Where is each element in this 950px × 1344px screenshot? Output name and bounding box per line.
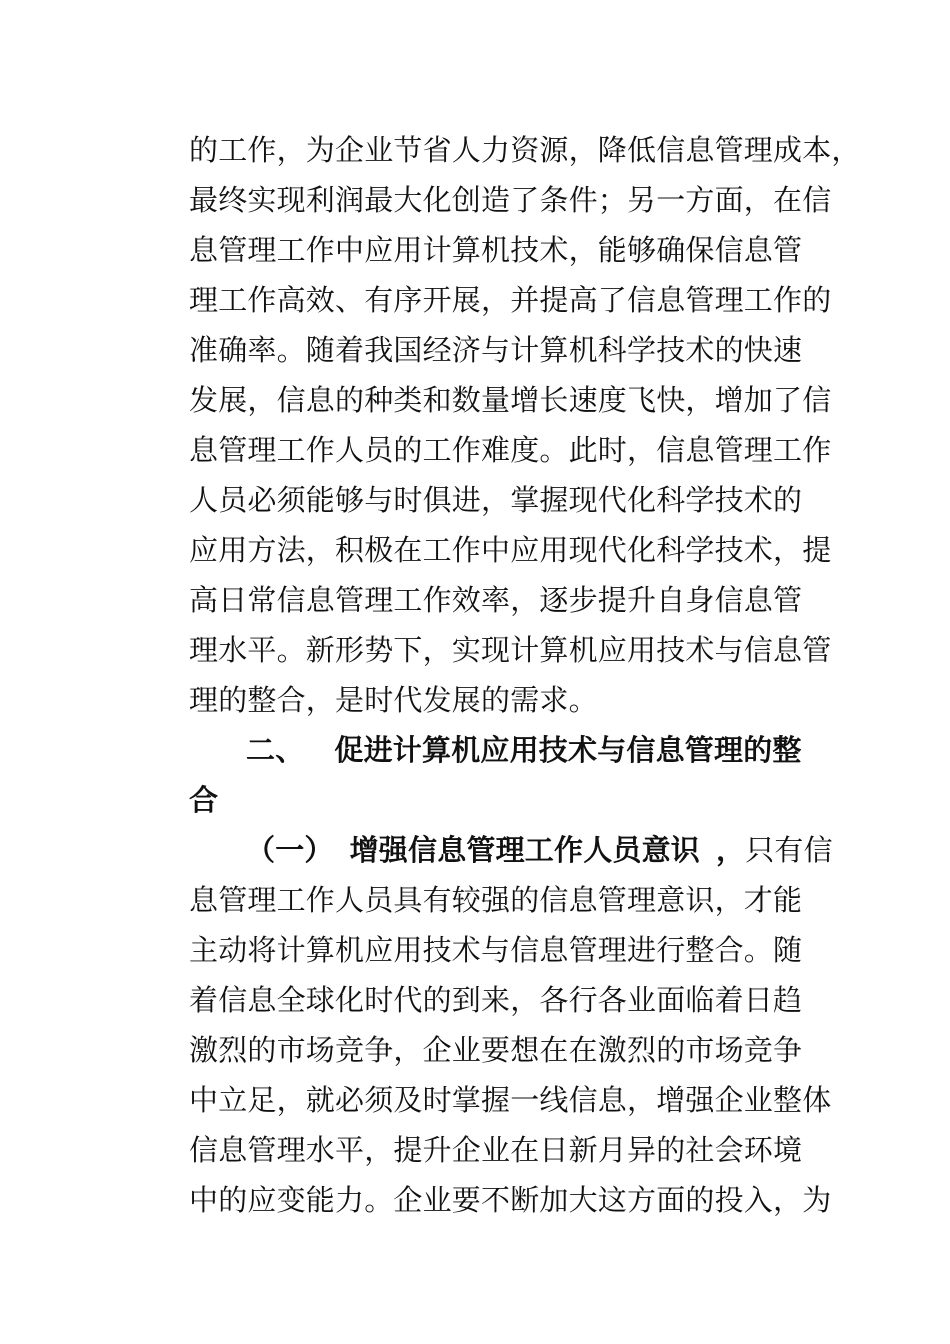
subsection-comma: ， xyxy=(716,833,746,867)
paragraph-line: 理工作高效、有序开展，并提高了信息管理工作的 xyxy=(189,283,832,317)
subsection-line xyxy=(246,830,833,870)
section-number: 二、 xyxy=(246,733,305,767)
section-title: 促进计算机应用技术与信息管理的整 xyxy=(334,733,802,767)
paragraph-line: 主动将计算机应用技术与信息管理进行整合。随 xyxy=(189,933,803,967)
subsection-number: （一） xyxy=(246,833,334,867)
paragraph-line: 应用方法，积极在工作中应用现代化科学技术，提 xyxy=(189,533,832,567)
paragraph-line: 息管理工作人员具有较强的信息管理意识，才能 xyxy=(189,883,803,917)
paragraph-line: 发展，信息的种类和数量增长速度飞快，增加了信 xyxy=(189,383,832,417)
paragraph-line: 理水平。新形势下，实现计算机应用技术与信息管 xyxy=(189,633,832,667)
subsection-title: 增强信息管理工作人员意识 xyxy=(349,833,701,867)
section-heading xyxy=(246,730,826,770)
paragraph-line: 激烈的市场竞争，企业要想在在激烈的市场竞争 xyxy=(189,1033,803,1067)
paragraph-line: 着信息全球化时代的到来，各行各业面临着日趋 xyxy=(189,983,803,1017)
paragraph-line: 中立足，就必须及时掌握一线信息，增强企业整体 xyxy=(189,1083,832,1117)
paragraph-line: 信息管理水平，提升企业在日新月异的社会环境 xyxy=(189,1133,803,1167)
paragraph-line: 的工作，为企业节省人力资源，降低信息管理成本， xyxy=(189,133,861,167)
paragraph-line: 息管理工作中应用计算机技术，能够确保信息管 xyxy=(189,233,803,267)
paragraph-line: 人员必须能够与时俱进，掌握现代化科学技术的 xyxy=(189,483,803,517)
section-heading-continued: 合 xyxy=(189,783,219,817)
paragraph-line: 准确率。随着我国经济与计算机科学技术的快速 xyxy=(189,333,803,367)
paragraph-line: 息管理工作人员的工作难度。此时，信息管理工作 xyxy=(189,433,832,467)
paragraph-line: 理的整合，是时代发展的需求。 xyxy=(189,683,598,717)
paragraph-line: 中的应变能力。企业要不断加大这方面的投入，为 xyxy=(189,1183,832,1217)
paragraph-line: 最终实现利润最大化创造了条件；另一方面，在信 xyxy=(189,183,832,217)
subsection-lead-text: 只有信 xyxy=(745,833,833,867)
paragraph-line: 高日常信息管理工作效率，逐步提升自身信息管 xyxy=(189,583,803,617)
